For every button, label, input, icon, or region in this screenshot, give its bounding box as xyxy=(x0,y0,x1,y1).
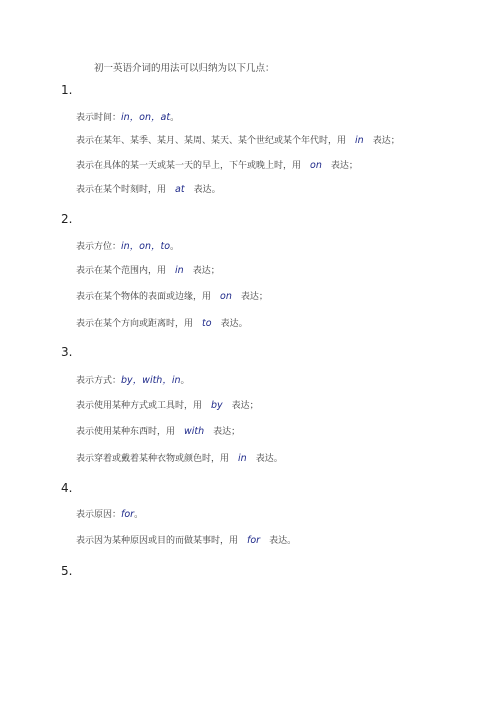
line-text: 表示在具体的某一天或某一天的早上，下午或晚上时，用 xyxy=(76,161,302,171)
line-text: 。 xyxy=(134,510,144,520)
keyword: for xyxy=(121,509,135,520)
line-text: 表示在某个范围内，用 xyxy=(76,266,167,276)
line-text: 表达； xyxy=(192,266,220,276)
section-line xyxy=(76,372,190,386)
line-text: 表达。 xyxy=(269,536,297,546)
section-line xyxy=(76,533,296,546)
section-number: 2. xyxy=(61,212,73,226)
line-text: 表达； xyxy=(231,401,259,411)
section-line xyxy=(76,133,400,146)
keyword: in xyxy=(355,135,364,146)
line-text: 表示原因： xyxy=(76,510,122,520)
section-number: 1. xyxy=(61,83,73,97)
line-text: 。 xyxy=(180,376,190,386)
line-text: 表达； xyxy=(240,292,268,302)
line-text: 。 xyxy=(170,113,180,123)
line-text: 表示使用某种方式或工具时，用 xyxy=(76,401,203,411)
keyword: in xyxy=(175,265,184,276)
line-text: 表示在某个时刻时，用 xyxy=(76,185,167,195)
line-text: 表达； xyxy=(372,136,400,146)
intro-text: 初一英语介词的用法可以归纳为以下几点： xyxy=(94,63,275,74)
section-number: 5. xyxy=(61,564,73,578)
line-text: 表示穿着或戴着某种衣物或颜色时，用 xyxy=(76,454,230,464)
keyword: at xyxy=(175,184,185,195)
line-text: 表示方位： xyxy=(76,242,122,252)
section-line xyxy=(76,424,240,437)
keyword: for xyxy=(247,535,261,546)
line-text: 表示在某年、某季、某月、某周、某天、某个世纪或某个年代时，用 xyxy=(76,136,347,146)
line-text: 表示使用某种东西时，用 xyxy=(76,427,176,437)
keyword: in，on，to xyxy=(121,241,171,252)
section-line xyxy=(76,451,283,464)
section-line xyxy=(76,158,358,171)
keyword: by xyxy=(211,400,223,411)
section-line xyxy=(76,238,179,252)
line-text: 表示在某个物体的表面或边缘，用 xyxy=(76,292,212,302)
section-line xyxy=(76,289,268,302)
keyword: to xyxy=(202,318,212,329)
line-text: 。 xyxy=(170,242,180,252)
line-text: 表达； xyxy=(330,161,358,171)
keyword: in，on，at xyxy=(121,112,171,123)
section-number: 4. xyxy=(61,481,73,495)
keyword: by，with，in xyxy=(121,375,181,386)
section-line xyxy=(76,398,259,411)
line-text: 表示在某个方向或距离时，用 xyxy=(76,319,194,329)
line-text: 表示方式： xyxy=(76,376,122,386)
keyword: on xyxy=(220,291,232,302)
section-line xyxy=(76,316,248,329)
line-text: 表示因为某种原因或目的而做某事时，用 xyxy=(76,536,239,546)
section-line xyxy=(76,109,179,123)
section-number: 3. xyxy=(61,345,73,359)
keyword: on xyxy=(310,160,322,171)
line-text: 表达。 xyxy=(255,454,283,464)
keyword: with xyxy=(184,426,205,437)
line-text: 表示时间： xyxy=(76,113,122,123)
section-line xyxy=(76,263,220,276)
section-line xyxy=(76,182,221,195)
line-text: 表达。 xyxy=(193,185,221,195)
line-text: 表达； xyxy=(213,427,241,437)
line-text: 表达。 xyxy=(220,319,248,329)
keyword: in xyxy=(238,453,247,464)
section-line xyxy=(76,507,143,520)
